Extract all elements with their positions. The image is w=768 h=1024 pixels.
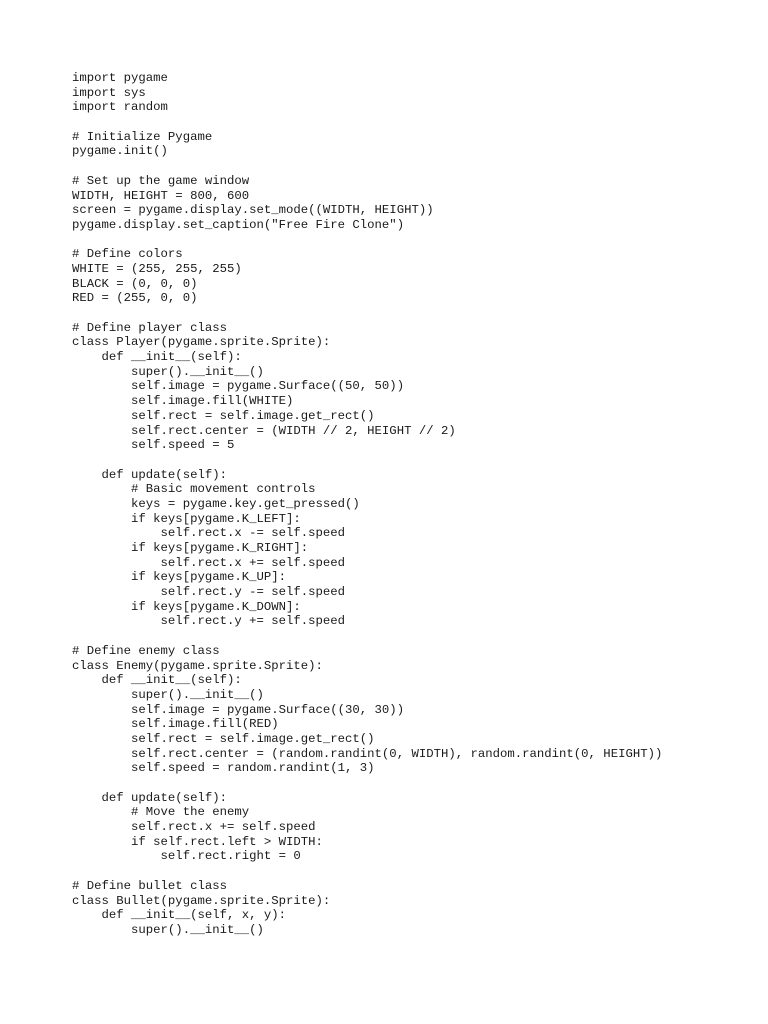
code-line: screen = pygame.display.set_mode((WIDTH, HEIGHT)) [72, 203, 434, 218]
code-line: def __init__(self): [72, 673, 242, 688]
code-line: class Enemy(pygame.sprite.Sprite): [72, 658, 323, 673]
code-line: keys = pygame.key.get_pressed() [72, 496, 360, 511]
code-line: RED = (255, 0, 0) [72, 291, 198, 306]
code-line: # Define colors [72, 247, 183, 262]
code-line: # Define bullet class [72, 878, 227, 893]
code-block [72, 71, 662, 938]
code-line: import sys [72, 85, 146, 100]
code-line: # Define enemy class [72, 643, 220, 658]
code-line [72, 233, 662, 248]
code-line: self.image = pygame.Surface((50, 50)) [72, 379, 405, 394]
code-line: self.rect.x -= self.speed [72, 526, 346, 541]
code-line: pygame.init() [72, 144, 168, 159]
code-line: self.rect.center = (random.randint(0, WIDTH), random.randint(0, HEIGHT)) [72, 746, 663, 761]
code-line: BLACK = (0, 0, 0) [72, 276, 198, 291]
code-line: def __init__(self, x, y): [72, 908, 287, 923]
code-line: # Initialize Pygame [72, 129, 213, 144]
code-line: self.speed = 5 [72, 438, 235, 453]
code-line: WIDTH, HEIGHT = 800, 600 [72, 188, 250, 203]
code-line: self.image.fill(WHITE) [72, 394, 294, 409]
code-line: super().__init__() [72, 922, 264, 937]
code-line [72, 306, 662, 321]
code-line: WHITE = (255, 255, 255) [72, 261, 242, 276]
code-line: self.image = pygame.Surface((30, 30)) [72, 702, 405, 717]
code-line: self.rect.y += self.speed [72, 614, 346, 629]
code-line: import random [72, 100, 168, 115]
code-line: if keys[pygame.K_DOWN]: [72, 599, 301, 614]
code-line: if keys[pygame.K_RIGHT]: [72, 541, 309, 555]
code-line: if self.rect.left > WIDTH: [72, 834, 323, 849]
code-line [72, 776, 662, 791]
code-line: import pygame [72, 71, 168, 85]
code-line: self.rect.x += self.speed [72, 555, 346, 570]
code-line [72, 629, 662, 644]
code-line [72, 864, 662, 879]
code-line [72, 453, 662, 468]
code-line: pygame.display.set_caption("Free Fire Clone") [72, 217, 405, 232]
code-line: super().__init__() [72, 364, 264, 379]
code-line: self.rect = self.image.get_rect() [72, 731, 375, 746]
code-line [72, 115, 662, 130]
code-line: self.rect.x += self.speed [72, 820, 316, 835]
code-line: if keys[pygame.K_LEFT]: [72, 511, 301, 526]
code-line: # Define player class [72, 320, 227, 335]
code-line: # Set up the game window [72, 173, 250, 188]
code-line: class Bullet(pygame.sprite.Sprite): [72, 893, 331, 908]
code-line: def __init__(self): [72, 350, 242, 365]
code-line: # Move the enemy [72, 805, 250, 820]
code-line: self.rect.right = 0 [72, 849, 301, 864]
code-line: self.rect = self.image.get_rect() [72, 408, 375, 423]
code-line: # Basic movement controls [72, 482, 316, 497]
code-line [72, 159, 662, 174]
code-line: class Player(pygame.sprite.Sprite): [72, 335, 331, 350]
code-line: self.speed = random.randint(1, 3) [72, 761, 375, 776]
code-line: if keys[pygame.K_UP]: [72, 570, 287, 585]
code-line: def update(self): [72, 790, 227, 805]
code-line: def update(self): [72, 467, 227, 482]
code-line: super().__init__() [72, 687, 264, 702]
code-line: self.rect.center = (WIDTH // 2, HEIGHT // 2) [72, 423, 456, 438]
code-line: self.image.fill(RED) [72, 717, 279, 732]
code-line: self.rect.y -= self.speed [72, 585, 346, 600]
